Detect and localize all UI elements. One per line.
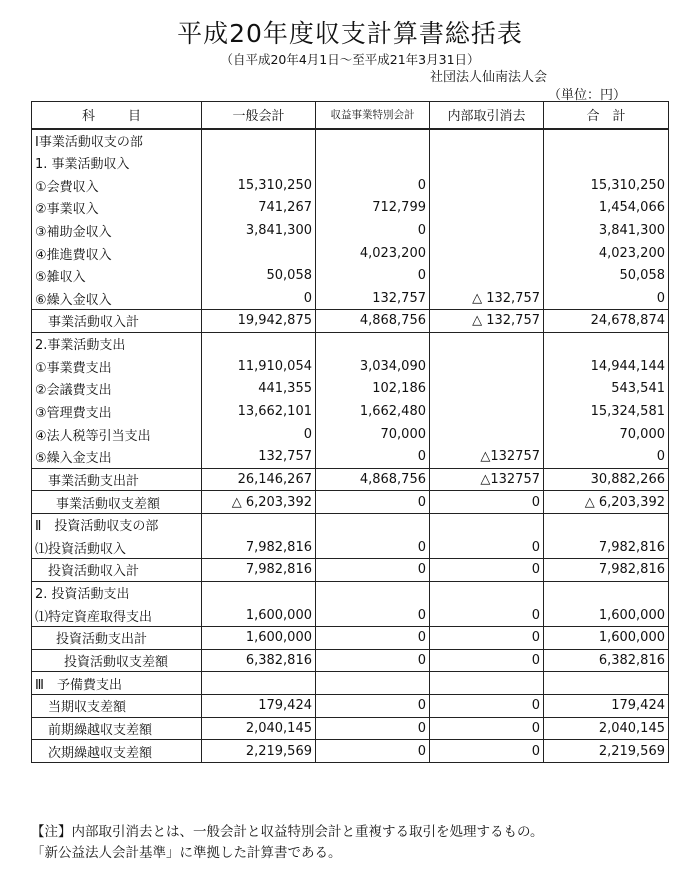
cell-general: 741,267 <box>202 196 316 219</box>
cell-general <box>202 581 316 604</box>
cell-special: 0 <box>316 491 430 514</box>
cell-total <box>544 332 669 355</box>
table-row <box>32 400 669 423</box>
cell-special: 0 <box>316 627 430 650</box>
cell-special: 4,868,756 <box>316 310 430 333</box>
cell-special: 1,662,480 <box>316 400 430 423</box>
table-row <box>32 627 669 650</box>
cell-total <box>544 581 669 604</box>
cell-special: 102,186 <box>316 378 430 401</box>
row-label: ②事業収入 <box>32 196 202 219</box>
cell-special: 0 <box>316 174 430 197</box>
cell-special <box>316 129 430 152</box>
cell-general: 11,910,054 <box>202 355 316 378</box>
table-row <box>32 604 669 627</box>
cell-special <box>316 332 430 355</box>
row-label: ⑴特定資産取得支出 <box>32 604 202 627</box>
cell-elim <box>430 513 544 536</box>
row-label: ①事業費支出 <box>32 355 202 378</box>
table-row <box>32 129 669 152</box>
cell-special: 0 <box>316 219 430 242</box>
cell-general: 7,982,816 <box>202 559 316 582</box>
cell-general: 3,841,300 <box>202 219 316 242</box>
cell-elim <box>430 264 544 287</box>
row-label: 当期収支差額 <box>32 695 202 718</box>
report-period: （自平成20年4月1日～至平成21年3月31日） <box>220 52 480 67</box>
cell-special: 0 <box>316 536 430 559</box>
cell-special: 70,000 <box>316 423 430 446</box>
table-row <box>32 468 669 491</box>
row-label: ④法人税等引当支出 <box>32 423 202 446</box>
cell-special: 4,868,756 <box>316 468 430 491</box>
table-row <box>32 355 669 378</box>
cell-total: 50,058 <box>544 264 669 287</box>
cell-elim <box>430 196 544 219</box>
cell-general: 132,757 <box>202 445 316 468</box>
cell-general <box>202 513 316 536</box>
cell-total <box>544 151 669 174</box>
unit-label: （単位：円） <box>548 88 627 103</box>
cell-total: 15,310,250 <box>544 174 669 197</box>
cell-elim: △ 132,757 <box>430 287 544 310</box>
organization-name: 社団法人仙南法人会 <box>430 70 548 85</box>
cell-general: 19,942,875 <box>202 310 316 333</box>
cell-special <box>316 151 430 174</box>
cell-elim <box>430 672 544 695</box>
cell-special: 132,757 <box>316 287 430 310</box>
cell-total: 4,023,200 <box>544 242 669 265</box>
cell-total: △ 6,203,392 <box>544 491 669 514</box>
cell-special: 712,799 <box>316 196 430 219</box>
cell-elim: 0 <box>430 627 544 650</box>
cell-total: 30,882,266 <box>544 468 669 491</box>
cell-elim: 0 <box>430 491 544 514</box>
row-label: 事業活動収入計 <box>32 310 202 333</box>
table-row <box>32 559 669 582</box>
cell-special: 0 <box>316 740 430 763</box>
cell-total: 1,600,000 <box>544 627 669 650</box>
cell-total: 7,982,816 <box>544 559 669 582</box>
cell-special: 0 <box>316 445 430 468</box>
table-row <box>32 491 669 514</box>
table-row <box>32 264 669 287</box>
cell-total: 543,541 <box>544 378 669 401</box>
table-row <box>32 332 669 355</box>
cell-general: 441,355 <box>202 378 316 401</box>
note-line-2: 「新公益法人会計基準」に準拠した計算書である。 <box>31 845 342 861</box>
table-row <box>32 672 669 695</box>
table-row <box>32 695 669 718</box>
cell-special: 0 <box>316 695 430 718</box>
cell-elim: △ 132,757 <box>430 310 544 333</box>
cell-elim <box>430 332 544 355</box>
table-row <box>32 445 669 468</box>
cell-elim: 0 <box>430 649 544 672</box>
row-label: ⑤繰入金支出 <box>32 445 202 468</box>
cell-general: 0 <box>202 423 316 446</box>
row-label: 次期繰越収支差額 <box>32 740 202 763</box>
cell-general <box>202 242 316 265</box>
cell-special: 3,034,090 <box>316 355 430 378</box>
cell-general <box>202 332 316 355</box>
row-label: ③管理費支出 <box>32 400 202 423</box>
cell-special: 0 <box>316 604 430 627</box>
table-row <box>32 536 669 559</box>
table-row <box>32 310 669 333</box>
cell-total: 24,678,874 <box>544 310 669 333</box>
row-label: ⑥繰入金収入 <box>32 287 202 310</box>
cell-total: 0 <box>544 445 669 468</box>
row-label: 投資活動収支差額 <box>32 649 202 672</box>
cell-total: 70,000 <box>544 423 669 446</box>
cell-elim: 0 <box>430 604 544 627</box>
cell-total: 6,382,816 <box>544 649 669 672</box>
cell-elim <box>430 151 544 174</box>
table-row <box>32 513 669 536</box>
row-label: ②会議費支出 <box>32 378 202 401</box>
cell-general: 26,146,267 <box>202 468 316 491</box>
cell-general: 15,310,250 <box>202 174 316 197</box>
table-header-row <box>32 102 669 129</box>
header-total: 合 計 <box>544 102 669 129</box>
cell-elim <box>430 581 544 604</box>
cell-elim: 0 <box>430 559 544 582</box>
header-account: 科 目 <box>32 102 202 129</box>
row-label: 前期繰越収支差額 <box>32 717 202 740</box>
cell-elim <box>430 378 544 401</box>
row-label: 事業活動支出計 <box>32 468 202 491</box>
table-row <box>32 287 669 310</box>
cell-total: 2,040,145 <box>544 717 669 740</box>
table-row <box>32 242 669 265</box>
cell-elim <box>430 400 544 423</box>
table-row <box>32 219 669 242</box>
cell-special: 0 <box>316 717 430 740</box>
cell-elim <box>430 129 544 152</box>
table-row <box>32 196 669 219</box>
cell-general: 2,219,569 <box>202 740 316 763</box>
row-label: ⑤雑収入 <box>32 264 202 287</box>
table-row <box>32 581 669 604</box>
table-row <box>32 151 669 174</box>
row-label: 投資活動収入計 <box>32 559 202 582</box>
cell-total <box>544 513 669 536</box>
cell-general: 6,382,816 <box>202 649 316 672</box>
cell-elim: 0 <box>430 717 544 740</box>
cell-general: 7,982,816 <box>202 536 316 559</box>
cell-total: 3,841,300 <box>544 219 669 242</box>
cell-general: 2,040,145 <box>202 717 316 740</box>
cell-elim <box>430 423 544 446</box>
table-row <box>32 378 669 401</box>
cell-general <box>202 129 316 152</box>
cell-elim <box>430 242 544 265</box>
cell-general <box>202 672 316 695</box>
cell-total: 7,982,816 <box>544 536 669 559</box>
cell-general: △ 6,203,392 <box>202 491 316 514</box>
cell-total: 14,944,144 <box>544 355 669 378</box>
cell-general: 179,424 <box>202 695 316 718</box>
cell-total: 1,454,066 <box>544 196 669 219</box>
cell-elim: 0 <box>430 695 544 718</box>
report-title: 平成20年度収支計算書総括表 <box>177 19 523 48</box>
cell-general: 50,058 <box>202 264 316 287</box>
header-general: 一般会計 <box>202 102 316 129</box>
row-label: ①会費収入 <box>32 174 202 197</box>
cell-total: 15,324,581 <box>544 400 669 423</box>
row-label: 事業活動収支差額 <box>32 491 202 514</box>
header-elimination: 内部取引消去 <box>430 102 544 129</box>
table-row <box>32 740 669 763</box>
cell-elim <box>430 174 544 197</box>
cell-general: 0 <box>202 287 316 310</box>
cell-special: 0 <box>316 559 430 582</box>
row-label: ④推進費収入 <box>32 242 202 265</box>
cell-elim: 0 <box>430 740 544 763</box>
cell-total <box>544 129 669 152</box>
row-label: 投資活動支出計 <box>32 627 202 650</box>
row-label: Ⅰ事業活動収支の部 <box>32 129 202 152</box>
cell-general: 13,662,101 <box>202 400 316 423</box>
note-line-1: 【注】内部取引消去とは、一般会計と収益特別会計と重複する取引を処理するもの。 <box>31 824 544 840</box>
cell-special <box>316 513 430 536</box>
cell-special <box>316 581 430 604</box>
row-label: ⑴投資活動収入 <box>32 536 202 559</box>
row-label: 2. 投資活動支出 <box>32 581 202 604</box>
table-row <box>32 174 669 197</box>
cell-total: 1,600,000 <box>544 604 669 627</box>
cell-total: 0 <box>544 287 669 310</box>
table-row <box>32 649 669 672</box>
cell-elim <box>430 219 544 242</box>
cell-special: 0 <box>316 264 430 287</box>
cell-elim: △132757 <box>430 468 544 491</box>
row-label: 1. 事業活動収入 <box>32 151 202 174</box>
table-row <box>32 423 669 446</box>
cell-total: 179,424 <box>544 695 669 718</box>
cell-general: 1,600,000 <box>202 627 316 650</box>
cell-special <box>316 672 430 695</box>
cell-general <box>202 151 316 174</box>
table-row <box>32 717 669 740</box>
row-label: Ⅲ 予備費支出 <box>32 672 202 695</box>
cell-elim: 0 <box>430 536 544 559</box>
row-label: 2.事業活動支出 <box>32 332 202 355</box>
cell-elim <box>430 355 544 378</box>
cell-general: 1,600,000 <box>202 604 316 627</box>
summary-table <box>31 101 669 763</box>
table-body <box>32 129 669 763</box>
cell-special: 0 <box>316 649 430 672</box>
row-label: ③補助金収入 <box>32 219 202 242</box>
row-label: Ⅱ 投資活動収支の部 <box>32 513 202 536</box>
header-special: 収益事業特別会計 <box>316 102 430 129</box>
cell-special: 4,023,200 <box>316 242 430 265</box>
cell-total: 2,219,569 <box>544 740 669 763</box>
cell-elim: △132757 <box>430 445 544 468</box>
cell-total <box>544 672 669 695</box>
